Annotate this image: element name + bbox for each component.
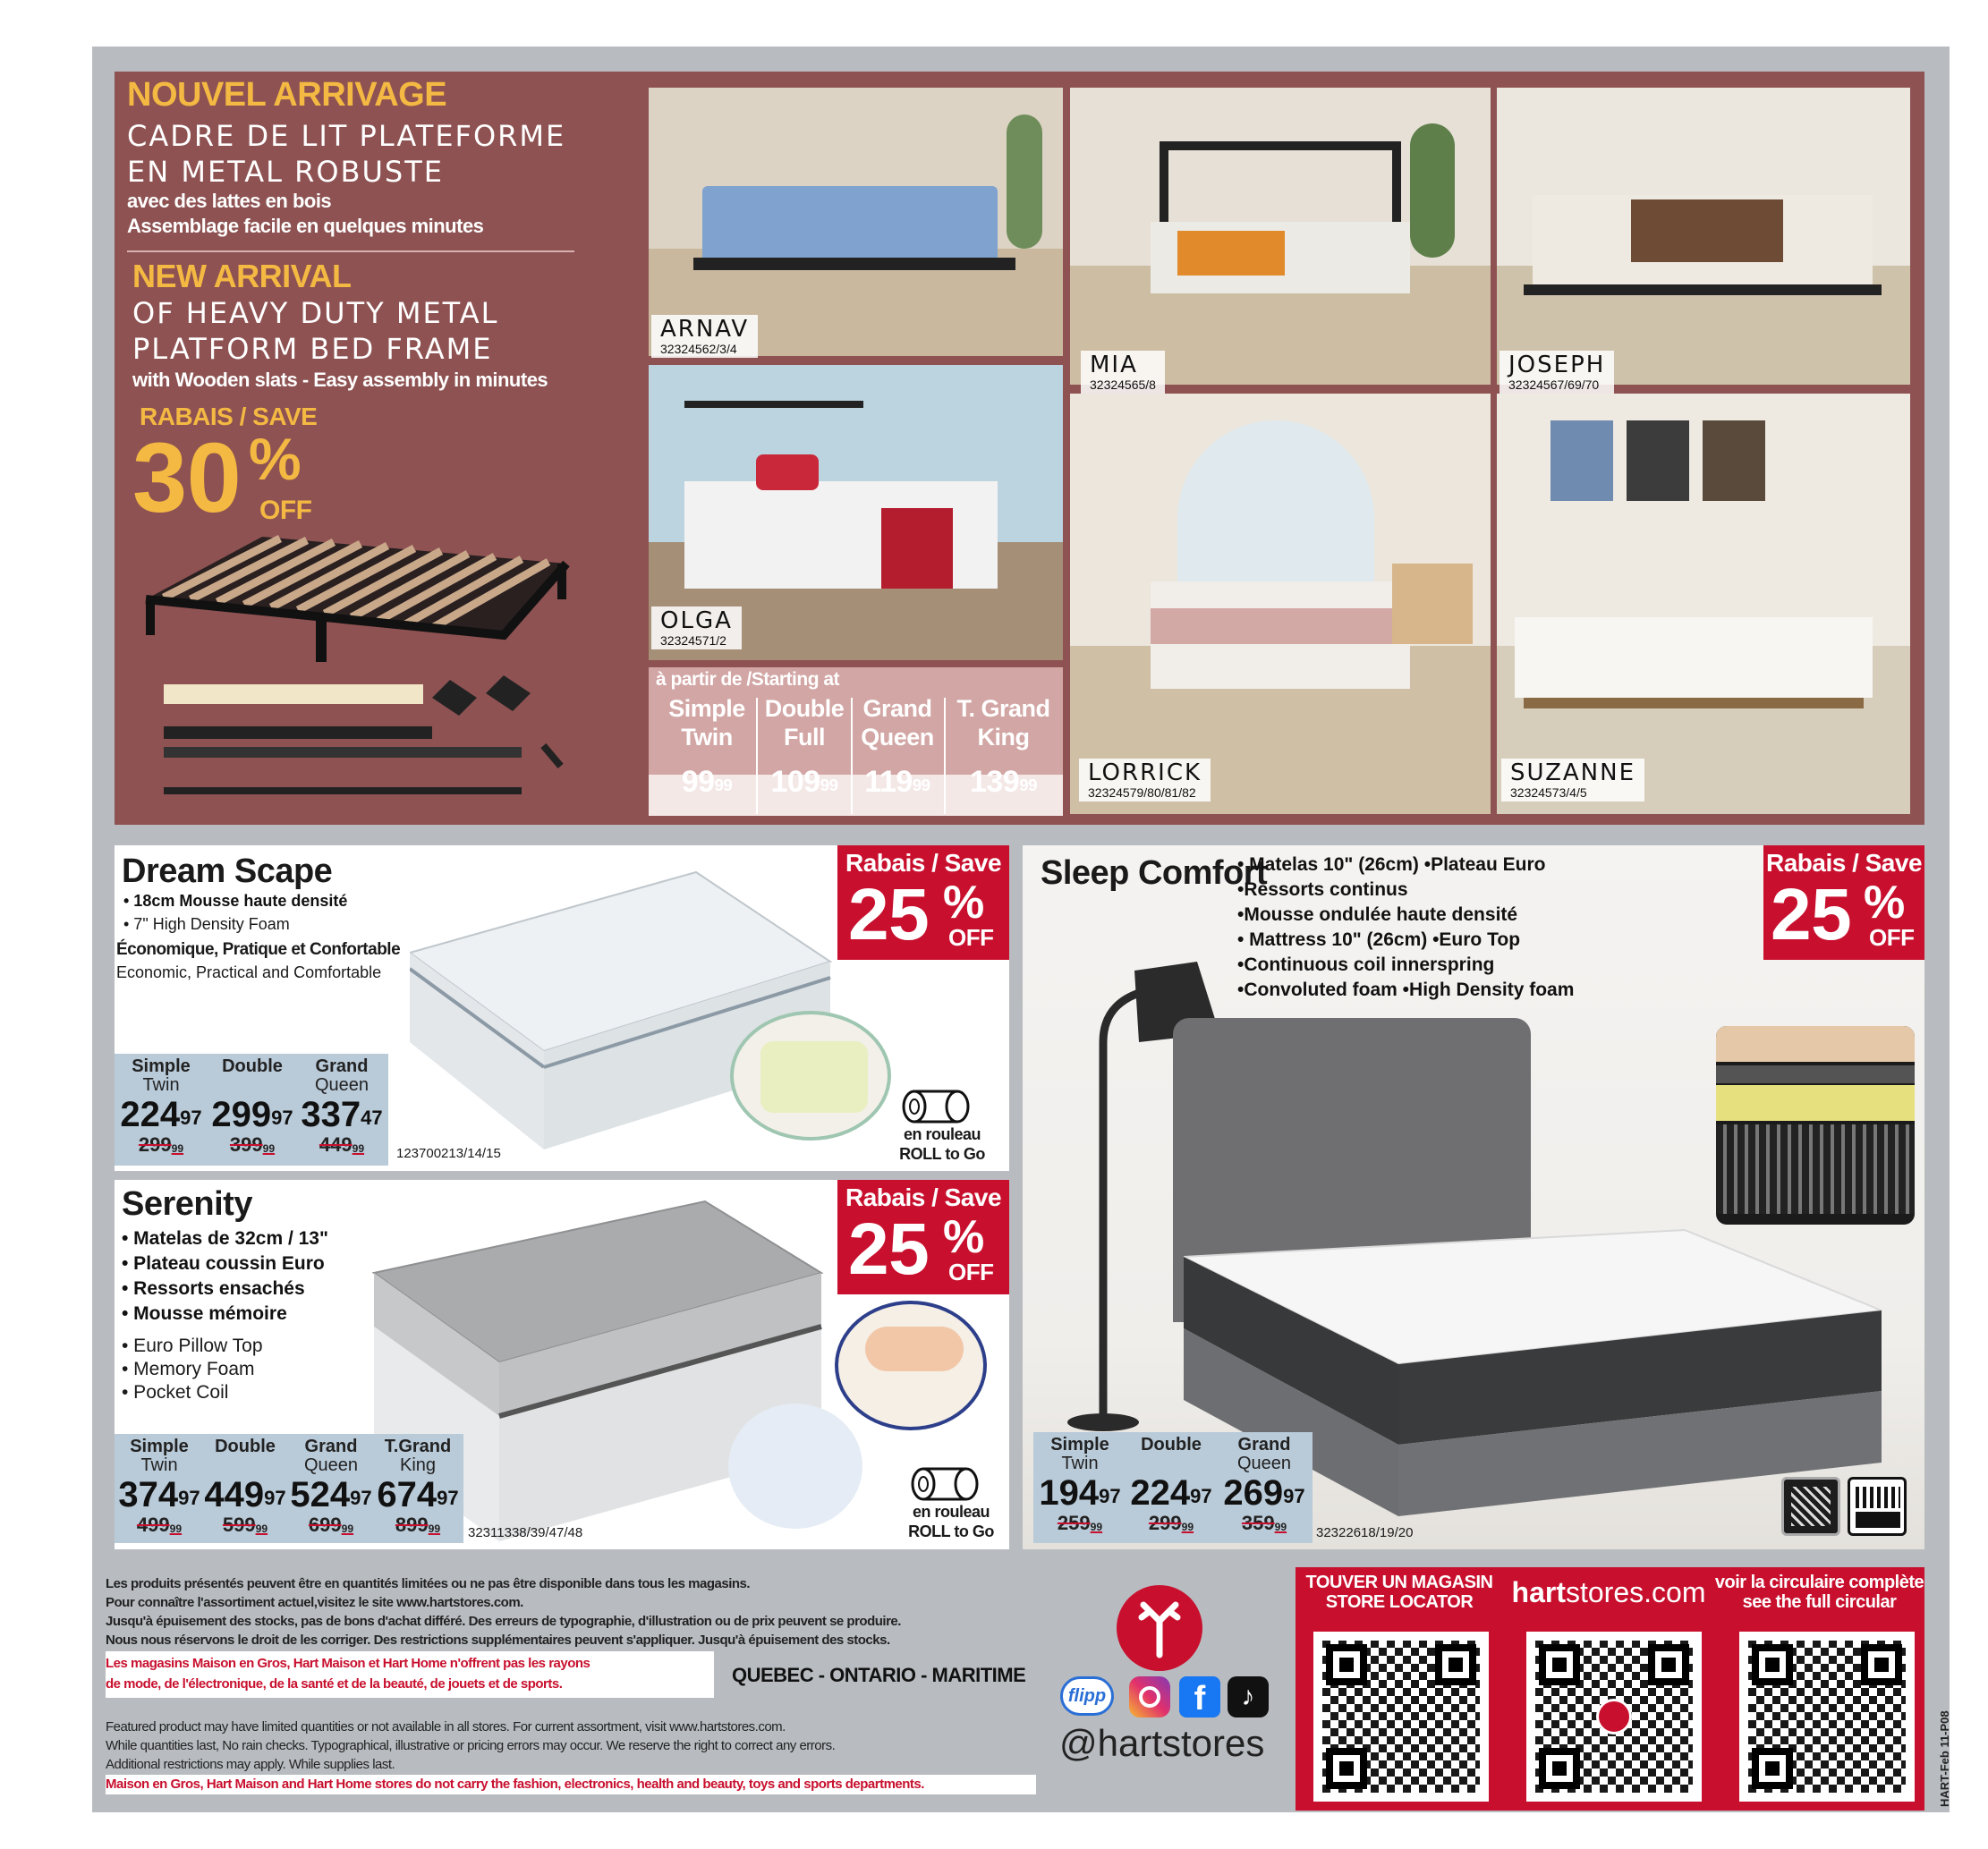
regular-price [208,1134,297,1156]
save-off: OFF [948,924,994,951]
bullet: •Convoluted foam •High Density foam [1237,980,1575,1000]
side-code-wrap [1934,1710,1952,1807]
fr-headline: NOUVEL ARRIVAGE [127,76,447,114]
bullet: • 7" High Density Foam [123,915,290,933]
price-table [115,1434,463,1543]
roll-icon [909,1466,981,1502]
sale-price [1218,1473,1311,1513]
tag-arnav [651,315,758,358]
disclaimer-fr-3: Jusqu'à épuisement des stocks, pas de bons d'achat différé. Des erreurs de typographie, d'illustration ou de prix peuvent se produire. [106,1614,901,1629]
fr-title-2: EN METAL ROBUSTE [127,155,444,189]
sale-price [297,1095,387,1134]
price-col-queen [1218,1436,1311,1534]
bullet: • Mousse mémoire [122,1303,287,1324]
size-fr: Double [222,1056,283,1076]
price-col-double [208,1057,297,1156]
memory-foam-swatch [835,1301,987,1430]
photo-suzanne [1497,394,1910,814]
size-en: Queen [1236,1454,1292,1473]
size-fr: Simple [1050,1435,1109,1455]
size-fr: Grand [862,695,932,722]
size-en: King [977,724,1030,751]
qr-store-locator[interactable] [1313,1632,1489,1802]
starting-price-box [649,667,1063,816]
bed-frame-illustration [128,519,593,814]
qr-3-label-fr: voir la circulaire complète [1714,1573,1924,1592]
photo-joseph [1497,88,1910,385]
product-sku: 32311338/39/47/48 [468,1525,583,1540]
en-title-1: OF HEAVY DUTY METAL [132,296,499,330]
qr-full-circular[interactable] [1739,1632,1915,1802]
en-headline: NEW ARRIVAL [132,258,352,294]
price-col-double [202,1438,288,1536]
save-off: OFF [259,496,312,525]
old-main: 899 [395,1514,429,1536]
regular-price [116,1134,206,1156]
bed-frame-banner [115,72,1924,825]
save-off: OFF [948,1259,994,1285]
size-en [208,1076,297,1095]
disclaimer-fr-2: Pour connaître l'assortiment actuel,visitez le site www.hartstores.com. [106,1595,523,1610]
tag-suzanne [1501,759,1644,802]
save-label: RABAIS / SAVE [140,403,318,430]
save-badge [837,1180,1009,1294]
layer-icon [1848,1477,1907,1536]
price-col-twin [116,1438,202,1536]
sale-price [1035,1473,1125,1513]
price-main: 524 [290,1475,351,1514]
price-cents: 97 [1283,1485,1305,1507]
save-percent-sign: % [1864,877,1905,929]
save-percent: 25 [1771,874,1852,955]
size-king [947,694,1059,800]
disclaimer-fr-1: Les produits présentés peuvent être en quantités limitées ou ne pas être disponible dans tous les magasins. [106,1576,751,1591]
save-percent: 30 [132,423,242,533]
price-main: 109 [770,765,820,799]
size-en: Queen [314,1075,370,1095]
col-divider [944,698,946,814]
frame-name: JOSEPH [1508,352,1606,378]
price-col-queen [288,1438,374,1536]
old-cents: 99 [341,1522,354,1535]
en-sub: with Wooden slats - Easy assembly in minutes [132,369,548,391]
price-cents: 97 [437,1487,459,1509]
bullet: • 18cm Mousse haute densité [123,892,348,910]
size-fr: T. Grand [956,695,1050,722]
frame-name: MIA [1090,352,1138,378]
sale-price [374,1475,462,1514]
bullet: •Ressorts continus [1237,879,1408,900]
price-main: 674 [377,1475,438,1514]
bullet: • Matelas 10" (26cm) •Plateau Euro [1237,854,1546,875]
save-label: Rabais / Save [845,1183,1002,1211]
save-percent-sign: % [249,426,302,492]
tag-mia [1081,351,1165,394]
price-cents: 47 [361,1107,383,1129]
sale-price [208,1095,297,1134]
frame-sku: 32324567/69/70 [1508,377,1600,392]
old-main: 449 [319,1133,353,1156]
roll-icon [900,1089,972,1124]
size-queen [853,694,942,800]
bullet: • Euro Pillow Top [122,1336,263,1356]
save-label: Rabais / Save [1765,849,1923,877]
save-badge [1763,845,1924,960]
regular-price [1218,1513,1311,1534]
sleepcomfort-panel [1023,845,1924,1549]
price-cents: 97 [1190,1485,1212,1507]
size-en [202,1456,288,1475]
col-divider [756,698,758,814]
tagline-en: Economic, Practical and Comfortable [116,963,382,981]
price-cents: 99 [912,776,930,794]
tagline-fr: Économique, Pratique et Confortable [116,940,401,959]
instagram-icon[interactable] [1129,1676,1170,1718]
price-main: 449 [204,1475,265,1514]
en-title-2: PLATFORM BED FRAME [132,332,493,366]
size-fr: Grand [315,1056,369,1076]
roll-label-en: ROLL to Go [908,1522,994,1540]
size-price [658,764,756,800]
starting-label: à partir de /Starting at [656,669,840,690]
size-fr: Simple [132,1056,191,1076]
old-cents: 99 [1090,1521,1103,1533]
price-col-twin [1035,1436,1125,1534]
bullet: • Pocket Coil [122,1382,229,1403]
photo-lorrick [1070,394,1491,814]
brand-bold: hart [1511,1576,1566,1608]
size-en: Full [784,724,825,751]
frame-sku: 32324565/8 [1090,377,1156,392]
fr-title-1: CADRE DE LIT PLATEFORME [127,119,566,153]
foam-swatch [730,1011,891,1141]
save-percent: 25 [848,1209,930,1290]
disclaimer-area [106,1574,1041,1807]
roll-label-fr: en rouleau [912,1503,990,1521]
qr-hartstores[interactable] [1526,1632,1702,1802]
price-main: 224 [1130,1473,1191,1513]
price-cents: 99 [820,776,838,794]
regular-price [297,1134,387,1156]
side-code: HART-Feb 11-P08 [1938,1710,1951,1807]
save-percent-sign: % [943,877,984,929]
price-cents: 97 [350,1487,372,1509]
price-col-king [374,1438,462,1536]
bullet: • Memory Foam [122,1359,255,1379]
old-main: 499 [136,1514,170,1536]
size-fr: Simple [130,1437,189,1456]
price-main: 194 [1039,1473,1100,1513]
size-en: King [399,1455,437,1475]
frame-sku: 32324571/2 [660,633,726,648]
price-col-twin [116,1057,206,1156]
frame-name: ARNAV [660,316,750,343]
size-price [853,764,942,800]
disclaimer-en-red: Maison en Gros, Hart Maison and Hart Home stores do not carry the fashion, electronics, health and beauty, toys and sports departments. [106,1777,924,1792]
price-main: 269 [1223,1473,1284,1513]
roll-label-en: ROLL to Go [899,1145,985,1163]
regular-price [1126,1513,1216,1534]
old-cents: 99 [1181,1521,1194,1533]
price-cents: 99 [714,776,733,794]
dreamscape-panel [115,845,1009,1171]
serenity-panel [115,1180,1009,1549]
facebook-icon[interactable]: f [1179,1676,1220,1718]
size-en: Twin [681,724,733,751]
price-main: 337 [301,1095,361,1134]
antler-icon [1117,1585,1202,1671]
save-off: OFF [1869,924,1915,951]
size-en: Twin [142,1075,180,1095]
hart-logo[interactable] [1117,1585,1202,1671]
old-main: 699 [308,1514,342,1536]
save-percent: 25 [848,874,930,955]
old-main: 399 [229,1133,263,1156]
old-main: 599 [222,1514,256,1536]
disclaimer-fr-4: Nous nous réservons le droit de les corriger. Des restrictions supplémentaires peuvent s'appliquer. Jusqu'à épuisement des stocks. [106,1633,890,1648]
old-cents: 99 [352,1142,365,1155]
regions: QUEBEC - ONTARIO - MARITIME [732,1664,1026,1686]
bullet: • Ressorts ensachés [122,1278,305,1299]
qr-1-label-en: STORE LOCATOR [1325,1592,1474,1612]
size-en: Queen [861,724,934,751]
tiktok-icon[interactable]: ♪ [1228,1676,1269,1718]
qr-panel [1296,1567,1924,1811]
price-table [1033,1432,1313,1543]
bullet: •Mousse ondulée haute densité [1237,904,1518,925]
size-fr: Double [1141,1435,1202,1455]
divider [127,250,574,252]
save-badge [837,845,1009,960]
size-en [1126,1455,1216,1473]
flipp-icon[interactable]: flipp [1060,1676,1114,1716]
social-handle[interactable]: @hartstores [1059,1722,1265,1764]
fr-sub-1: avec des lattes en bois [127,190,332,212]
regular-price [374,1514,462,1536]
tag-lorrick [1079,759,1211,802]
size-fr: Double [215,1437,276,1456]
old-main: 299 [138,1133,172,1156]
frame-name: SUZANNE [1510,759,1636,786]
price-col-queen [297,1057,387,1156]
price-cents: 99 [1019,776,1038,794]
price-cents: 97 [180,1107,202,1129]
price-main: 224 [120,1095,181,1134]
frame-sku: 32324573/4/5 [1510,785,1587,800]
tag-joseph [1499,351,1614,394]
size-full [760,694,849,800]
sale-price [116,1095,206,1134]
product-sku: 32322618/19/20 [1316,1525,1414,1540]
sale-price [288,1475,374,1514]
disclaimer-fr-red-1: Les magasins Maison en Gros, Hart Maison et Hart Home n'offrent pas les rayons [106,1656,590,1671]
old-cents: 99 [169,1522,183,1535]
old-cents: 99 [171,1142,184,1155]
regular-price [116,1514,202,1536]
price-main: 99 [681,765,715,799]
disclaimer-en-3: Additional restrictions may apply. While supplies last. [106,1757,395,1772]
old-cents: 99 [262,1142,276,1155]
size-price [947,764,1059,800]
product-title: Sleep Comfort [1041,854,1268,892]
product-title: Dream Scape [122,852,333,890]
old-cents: 99 [1274,1521,1287,1533]
save-percent-sign: % [943,1211,984,1263]
size-en: Queen [303,1455,359,1475]
save-label: Rabais / Save [845,849,1002,877]
sale-price [116,1475,202,1514]
coil-swatch [728,1404,862,1529]
tag-olga [651,606,742,649]
mattress-cross-section [1716,1026,1915,1225]
brand-light: stores.com [1565,1576,1706,1608]
sale-price [1126,1473,1216,1513]
product-title: Serenity [122,1185,252,1223]
old-cents: 99 [255,1522,268,1535]
old-cents: 99 [428,1522,441,1535]
regular-price [202,1514,288,1536]
size-fr: Double [764,695,845,722]
price-main: 299 [211,1095,272,1134]
qr-2-brand [1503,1576,1714,1609]
size-fr: Grand [1237,1435,1291,1455]
price-cents: 97 [264,1487,286,1509]
disclaimer-fr-red-2: de mode, de l'électronique, de la santé et de la beauté, de jouets et de sports. [106,1676,563,1692]
price-col-double [1126,1436,1216,1534]
regular-price [288,1514,374,1536]
bullet: • Plateau coussin Euro [122,1253,325,1274]
size-en: Twin [1061,1454,1099,1473]
price-cents: 97 [178,1487,200,1509]
coil-icon [1781,1477,1840,1536]
frame-name: OLGA [660,607,733,634]
price-main: 374 [118,1475,179,1514]
sale-price [202,1475,288,1514]
price-table [115,1054,388,1166]
qr-1-label-fr: TOUVER UN MAGASIN [1305,1573,1493,1592]
disclaimer-en-1: Featured product may have limited quantities or not available in all stores. For current assortment, visit www.hartstores.com. [106,1719,786,1734]
bullet: • Matelas de 32cm / 13" [122,1228,328,1249]
roll-label-fr: en rouleau [903,1125,981,1143]
old-main: 259 [1057,1512,1091,1534]
photo-mia [1070,88,1491,385]
bullet: •Continuous coil innerspring [1237,954,1495,975]
size-fr: T.Grand [384,1437,452,1456]
old-main: 299 [1148,1512,1182,1534]
product-sku: 123700213/14/15 [396,1146,501,1161]
price-main: 119 [864,765,913,799]
price-cents: 97 [271,1107,293,1129]
old-main: 359 [1241,1512,1275,1534]
qr-3-label-en: see the full circular [1742,1592,1897,1612]
frame-sku: 32324562/3/4 [660,342,737,356]
regular-price [1035,1513,1125,1534]
price-main: 139 [969,765,1020,799]
disclaimer-en-2: While quantities last, No rain checks. Typographical, illustrative or pricing errors may occur. We reserve the right to correct any errors. [106,1738,836,1753]
size-fr: Grand [304,1437,358,1456]
fr-sub-2: Assemblage facile en quelques minutes [127,215,484,237]
size-en: Twin [140,1455,178,1475]
size-price [760,764,849,800]
frame-name: LORRICK [1088,759,1202,786]
size-twin [658,694,756,800]
bullet: • Mattress 10" (26cm) •Euro Top [1237,929,1521,950]
size-fr: Simple [668,695,745,722]
frame-sku: 32324579/80/81/82 [1088,785,1196,800]
price-cents: 97 [1099,1485,1121,1507]
